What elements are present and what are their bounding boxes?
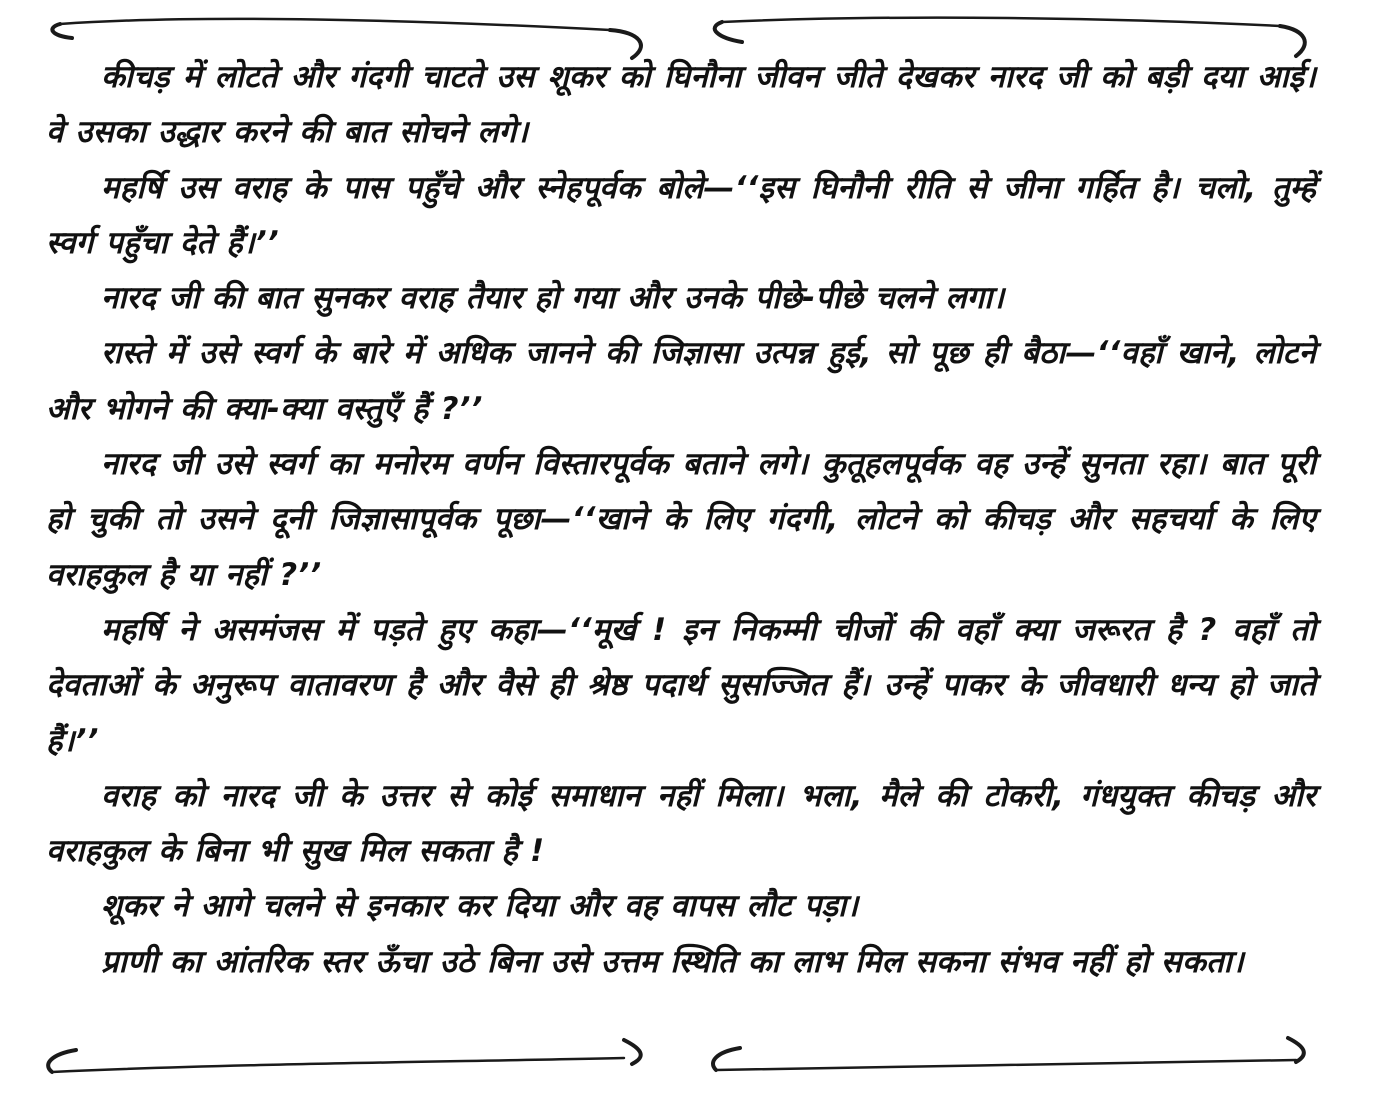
paragraph: वराह को नारद जी के उत्तर से कोई समाधान नहीं मिला। भला, मैले की टोकरी, गंधयुक्त कीचड़ और वराहकुल के बिना भी सुख मिल सकता है ! <box>46 777 1316 870</box>
paragraph: शूकर ने आगे चलने से इनकार कर दिया और वह वापस लौट पड़ा। <box>101 888 859 925</box>
paragraph: प्राणी का आंतरिक स्तर ऊँचा उठे बिना उसे उत्तम स्थिति का लाभ मिल सकना संभव नहीं हो सकता। <box>101 943 1244 980</box>
flourish-left-curl-icon <box>48 1050 76 1072</box>
flourish-right-end-icon <box>1288 1038 1304 1062</box>
flourish-left-line-icon <box>60 19 610 30</box>
flourish-left-end-icon <box>624 1040 641 1064</box>
flourish-right-line-icon <box>716 1060 1296 1070</box>
flourish-right-curl-icon <box>715 22 742 42</box>
paragraph: महर्षि उस वराह के पास पहुँचे और स्नेहपूर्वक बोले—‘‘इस घिनौनी रीति से जीना गर्हित है। चलो, तुम्हें स्वर्ग पहुँचा देते हैं।’’ <box>46 169 1316 261</box>
story-text <box>46 50 1316 990</box>
paragraph: कीचड़ में लोटते और गंदगी चाटते उस शूकर को घिनौना जीवन जीते देखकर नारद जी को बड़ी दया आई। वे उसका उद्धार करने की बात सोचने लगे। <box>46 59 1316 151</box>
paragraph: रास्ते में उसे स्वर्ग के बारे में अधिक जानने की जिज्ञासा उत्पन्न हुई, सो पूछ ही बैठा—‘‘वहाँ खाने, लोटने और भोगने की क्या-क्या वस्तुएँ हैं ?’’ <box>46 335 1316 427</box>
bottom-flourish-border <box>0 1024 1374 1094</box>
flourish-left-curl-icon <box>52 24 72 38</box>
paragraph: नारद जी उसे स्वर्ग का मनोरम वर्णन विस्तारपूर्वक बताने लगे। कुतूहलपूर्वक वह उन्हें सुनता रहा। बात पूरी हो चुकी तो उसने दूनी जिज्ञासापूर्वक पूछा—‘‘खाने के लिए गंदगी, लोटने को कीचड़ और सहचर्या के लिए वराहकुल है या नहीं ?’’ <box>46 446 1316 593</box>
paragraph: महर्षि ने असमंजस में पड़ते हुए कहा—‘‘मूर्ख ! इन निकम्मी चीजों की वहाँ क्या जरूरत है ? वहाँ तो देवताओं के अनुरूप वातावरण है और वैसे ही श्रेष्ठ पदार्थ सुसज्जित हैं। उन्हें पाकर के जीवधारी धन्य हो जाते हैं।’’ <box>46 611 1316 759</box>
flourish-left-line-icon <box>52 1058 624 1072</box>
flourish-right-line-icon <box>722 18 1280 26</box>
paragraph: नारद जी की बात सुनकर वराह तैयार हो गया और उनके पीछे-पीछे चलने लगा। <box>101 280 1005 317</box>
flourish-right-curl-icon <box>713 1048 740 1070</box>
